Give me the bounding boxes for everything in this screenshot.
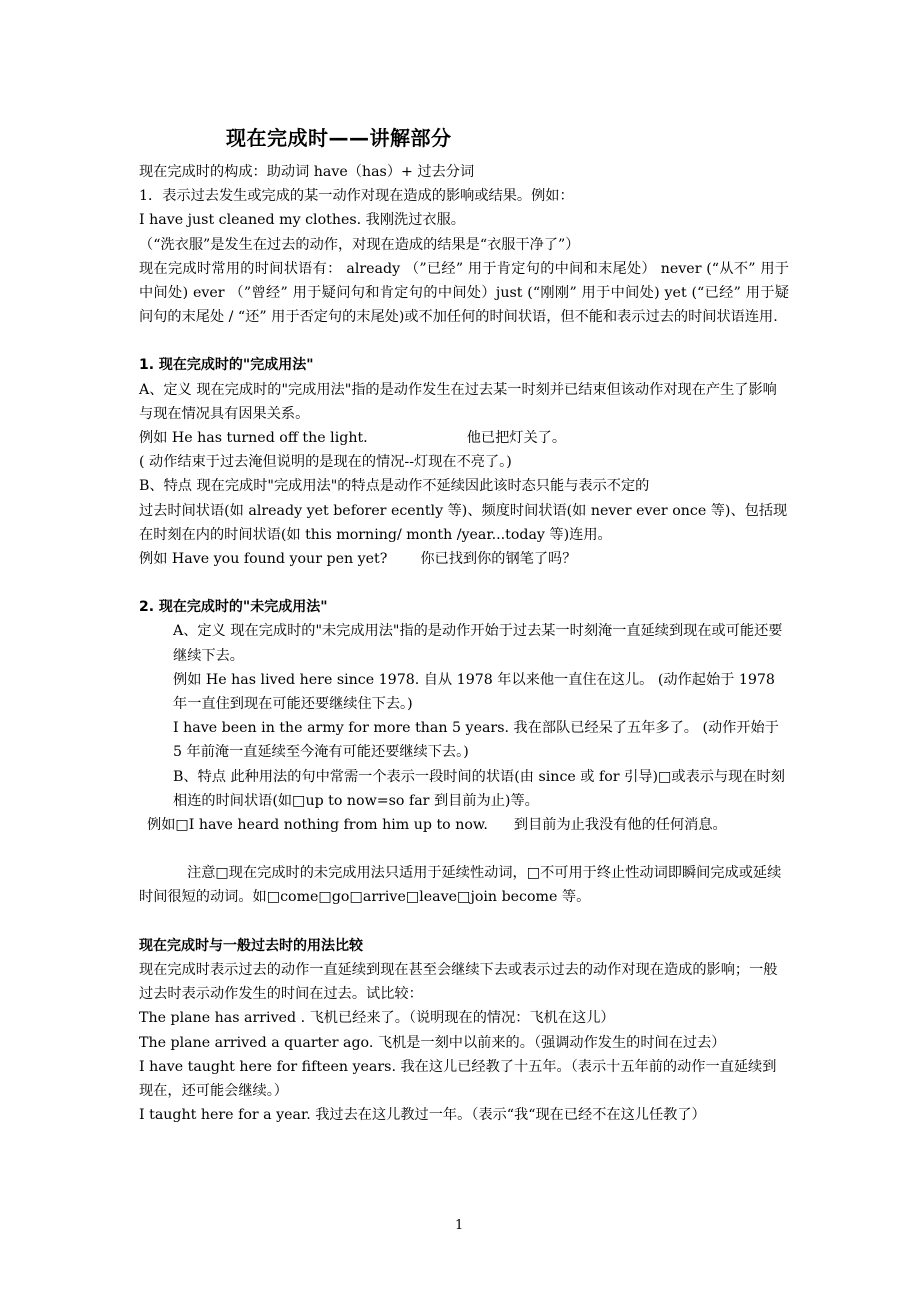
section-1-definition: A、定义 现在完成时的"完成用法"指的是动作发生在过去某一时刻并已结束但该动作对现在产生了影响与现在情况具有因果关系。 [139, 381, 777, 422]
adverbials-paragraph: 现在完成时常用的时间状语有： already （”已经” 用于肯定句的中间和末尾处） never (“从不” 用于中间处) ever （”曾经” 用于疑问句和肯定句的中间处）just (“刚刚” 用于中间处) yet (“已经” 用于疑问句的末尾处 / “还” 用于否定句的末尾处)或不加任何的时间状语，但不能和表示过去的时间状语连用. [139, 260, 789, 326]
section-1-example-cn: 他已把灯关了。 [466, 430, 567, 447]
section-2-feature: B、特点 此种用法的句中常需一个表示一段时间的状语(由 since 或 for 引导)□或表示与现在时刻相连的时间状语(如□up to now=so far 到目前为止)等。 [173, 768, 785, 809]
section-1-feature-example-cn: 你已找到你的钢笔了吗？ [420, 551, 577, 568]
section-2-example-1: 例如 He has lived here since 1978. 自从 1978 年以来他一直住在这儿。 (动作起始于 1978 年一直住到现在可能还要继续住下去。) [173, 671, 775, 713]
section-1-feature-example-en: 例如 Have you found your pen yet? [139, 551, 388, 568]
notice-paragraph: 注意□现在完成时的未完成用法只适用于延续性动词，□不可用于终止性动词即瞬间完成或延续时间很短的动词。如□come□go□arrive□leave□join become 等。 [139, 865, 782, 906]
section-1-feature-example [139, 547, 789, 571]
section-2-heading: 2. 现在完成时的"未完成用法" [139, 599, 328, 616]
section-1-heading: 1. 现在完成时的"完成用法" [139, 357, 314, 374]
section-3-example-1: The plane has arrived . 飞机已经来了。（说明现在的情况：飞机在这儿） [139, 1010, 615, 1027]
section-3-example-2: The plane arrived a quarter ago. 飞机是一刻中以前来的。（强调动作发生的时间在过去） [139, 1034, 726, 1051]
example-1: I have just cleaned my clothes. 我刚洗过衣服。 [139, 212, 465, 229]
document-body [139, 160, 789, 1127]
section-3-heading: 现在完成时与一般过去时的用法比较 [139, 937, 363, 954]
section-2-feature-example [139, 813, 789, 837]
section-2-definition: A、定义 现在完成时的"未完成用法"指的是动作开始于过去某一时刻淹一直延续到现在或可能还要继续下去。 [173, 623, 783, 664]
section-2-example-2: I have been in the army for more than 5 years. 我在部队已经呆了五年多了。 (动作开始于 5 年前淹一直延续至今淹有可能还要继续下去。) [173, 720, 779, 761]
section-3-example-4: I taught here for a year. 我过去在这儿教过一年。（表示“我“现在已经不在这儿任教了） [139, 1107, 706, 1124]
section-1-feature-line2: 过去时间状语(如 already yet beforer ecently 等)、频度时间状语(如 never ever once 等)、包括现在时刻在内的时间状语(如 this morning/ month /year...today 等)连用。 [139, 502, 788, 543]
section-1-example-en: 例如 He has turned off the light. [139, 430, 368, 447]
section-2-feature-example-cn: 到目前为止我没有他的任何消息。 [513, 817, 727, 834]
section-1-note: ( 动作结束于过去淹但说明的是现在的情况--灯现在不亮了。) [139, 454, 512, 471]
page-number: 1 [455, 1218, 464, 1233]
point-1: 1．表示过去发生或完成的某一动作对现在造成的影响或结果。例如： [139, 188, 574, 205]
section-3-example-3: I have taught here for fifteen years. 我在这儿已经教了十五年。（表示十五年前的动作一直延续到现在，还可能会继续。） [139, 1058, 777, 1099]
section-2-feature-example-en: 例如□I have heard nothing from him up to now. [147, 817, 488, 834]
note-1: （“洗衣服”是发生在过去的动作，对现在造成的结果是“衣服干净了”） [139, 236, 580, 253]
section-1-feature-line1: B、特点 现在完成时"完成用法"的特点是动作不延续因此该时态只能与表示不定的 [139, 478, 650, 495]
composition-line: 现在完成时的构成：助动词 have（has）+ 过去分词 [139, 164, 475, 180]
section-3-intro: 现在完成时表示过去的动作一直延续到现在甚至会继续下去或表示过去的动作对现在造成的影响；一般过去时表示动作发生的时间在过去。试比较： [139, 961, 778, 1003]
page-title: 现在完成时——讲解部分 [226, 126, 452, 150]
section-1-example [139, 426, 789, 450]
